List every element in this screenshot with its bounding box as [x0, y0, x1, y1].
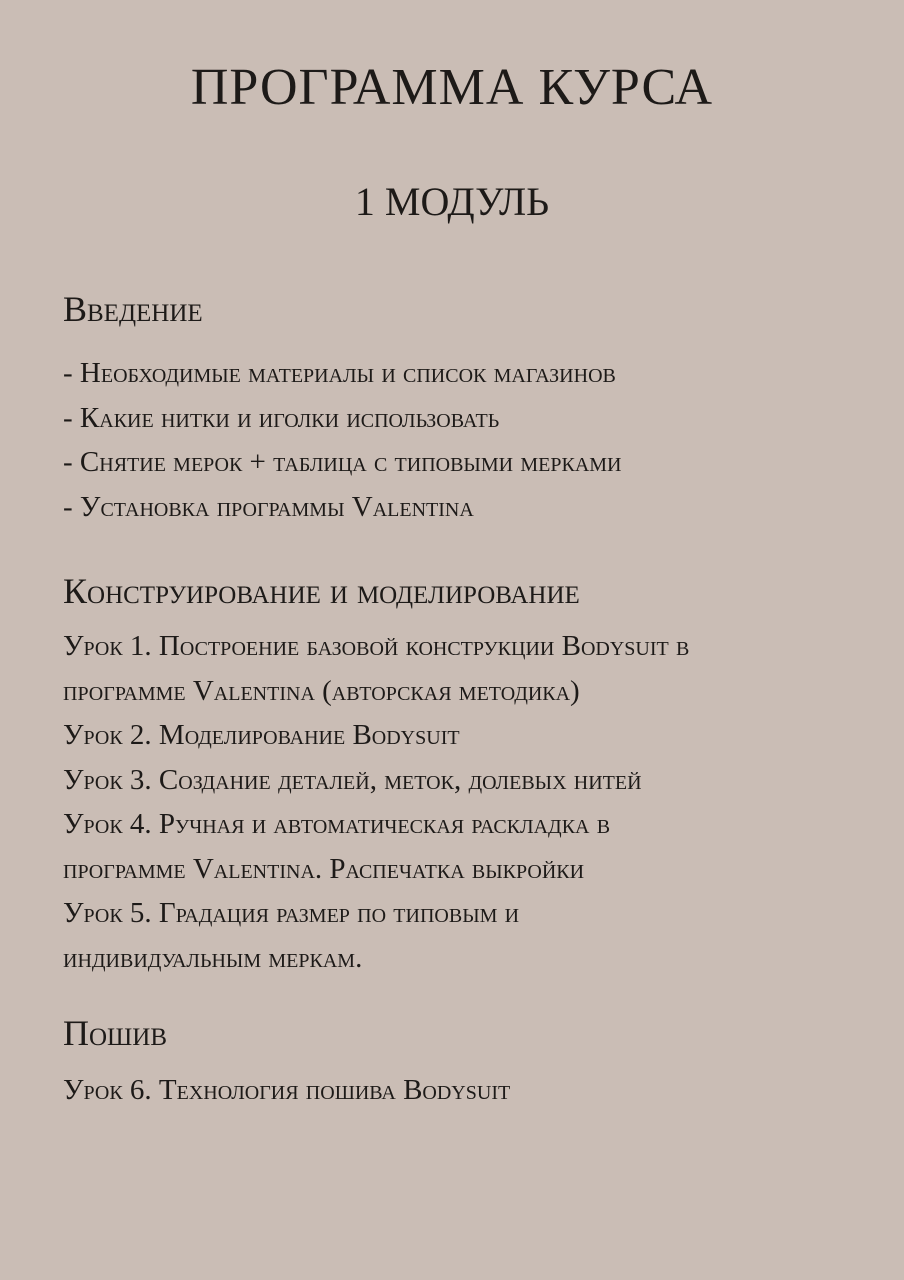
list-item: программе Valentina (авторская методика) — [63, 674, 580, 707]
section-heading-design: Конструирование и моделирование — [63, 571, 580, 611]
list-item: Урок 4. Ручная и автоматическая раскладка в — [63, 808, 611, 840]
design-lessons-list — [63, 624, 689, 980]
sewing-lessons-list — [63, 1068, 510, 1113]
list-item: Урок 5. Градация размер по типовым и — [63, 897, 520, 929]
introduction-list — [63, 351, 622, 529]
list-item: Урок 2. Моделирование Bodysuit — [63, 719, 460, 751]
list-item: программе Valentina. Распечатка выкройки — [63, 852, 585, 885]
list-item: - Снятие мерок + таблица с типовыми мерками — [63, 446, 622, 478]
module-title: 1 МОДУЛЬ — [354, 179, 550, 224]
section-heading-sewing: Пошив — [63, 1013, 168, 1053]
list-item: Урок 6. Технология пошива Bodysuit — [63, 1074, 511, 1106]
list-item: Урок 3. Создание деталей, меток, долевых нитей — [63, 763, 642, 796]
list-item: - Установка программы Valentina — [63, 490, 474, 523]
list-item: - Необходимые материалы и список магазинов — [63, 357, 616, 389]
section-heading-introduction: Введение — [63, 289, 203, 329]
list-item: индивидуальным меркам. — [63, 941, 363, 974]
page-title: ПРОГРАММА КУРСА — [190, 59, 714, 116]
list-item: - Какие нитки и иголки использовать — [63, 401, 500, 434]
list-item: Урок 1. Построение базовой конструкции Bodysuit в — [63, 630, 690, 662]
